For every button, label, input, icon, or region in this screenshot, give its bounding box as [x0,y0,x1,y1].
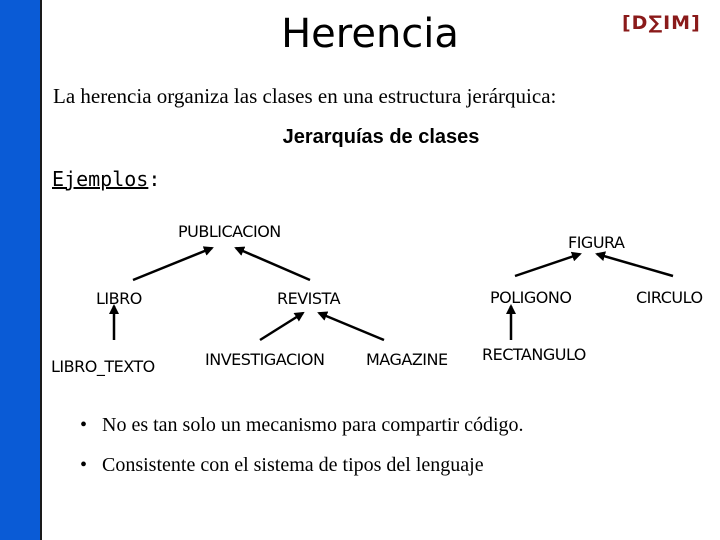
intro-text: La herencia organiza las clases en una estructura jerárquica: [53,84,557,108]
node-circulo: CIRCULO [636,288,703,307]
node-libro-texto: LIBRO_TEXTO [51,357,155,376]
arrow-revista-publicacion [236,248,310,280]
hierarchy-subtitle: Jerarquías de clases [282,126,480,148]
node-publicacion: PUBLICACION [178,222,281,241]
node-investigacion: INVESTIGACION [205,350,325,369]
arrow-investigacion-revista [260,313,303,340]
examples-label: Ejemplos [52,167,149,191]
arrow-libro-publicacion [133,248,212,280]
dsim-logo: [D∑IM] [622,12,701,34]
node-libro: LIBRO [96,289,142,308]
node-rectangulo: RECTANGULO [482,345,586,364]
bullet-item: • No es tan solo un mecanismo para compartir código. [80,414,524,437]
slide-title: Herencia [281,11,459,57]
bullet-item: • Consistente con el sistema de tipos del lenguaje [80,454,524,477]
node-revista: REVISTA [277,289,341,308]
arrow-circulo-figura [597,254,673,276]
bullet-list [80,414,524,494]
node-poligono: POLIGONO [490,288,572,307]
arrow-magazine-revista [319,313,384,340]
examples-colon: : [148,167,161,191]
node-figura: FIGURA [568,233,625,252]
node-magazine: MAGAZINE [366,350,448,369]
arrow-poligono-figura [515,254,580,276]
